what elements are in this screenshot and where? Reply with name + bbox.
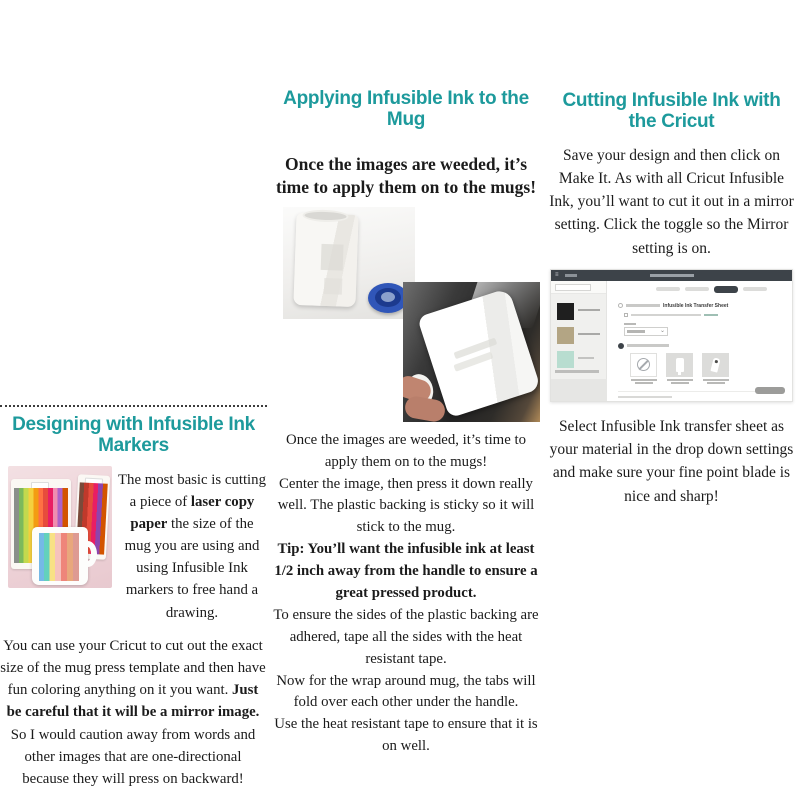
right-body-bottom: Select Infusible Ink transfer sheet as your material in the drop down settings and make sure your fine point blade is nice and sharp! — [549, 417, 794, 505]
left-intro-text — [117, 469, 267, 624]
step-bar — [743, 287, 767, 291]
step-bar — [656, 287, 680, 291]
middle-lede: Once the images are weeded, it’s time to apply them on to the mugs! — [275, 153, 537, 198]
mug-handle — [79, 541, 97, 567]
right-column — [548, 90, 795, 508]
left-body-paragraph — [0, 635, 266, 790]
fine-point-blade-icon — [710, 357, 720, 372]
middle-paragraph: To ensure the sides of the plastic backing are adhered, tape all the sides with the heat resistant tape. — [273, 606, 539, 667]
active-step-pill — [714, 286, 738, 293]
tool-caption — [630, 379, 657, 385]
menu-label-bar — [565, 274, 577, 277]
tool-card-fine-point-blade — [702, 353, 729, 385]
tool-caption — [666, 379, 693, 385]
tape-hole — [381, 292, 395, 302]
mug-rainbow-stripes — [39, 533, 79, 581]
label-bar — [627, 344, 669, 347]
tool-caption — [702, 379, 729, 385]
right-heading: Cutting Infusible Ink with the Cricut — [562, 90, 781, 133]
mat-label-bar — [578, 309, 600, 311]
mat-sidebar — [551, 281, 607, 401]
mat-thumbnail-tan — [557, 327, 574, 344]
tool-cards — [630, 353, 729, 385]
material-dropdown — [624, 327, 668, 336]
right-body-top: Save your design and then click on Make It. As with all Cricut Infusible Ink, you’ll want to cut it out in a mirror setting. Click the toggle so the Mirror setting is on. — [549, 146, 794, 257]
sidebar-footnote-bar — [555, 370, 599, 373]
label-bar — [626, 304, 660, 307]
step-bar — [685, 287, 709, 291]
middle-paragraph: Now for the wrap around mug, the tabs will fold over each other under the handle. — [276, 672, 536, 711]
material-name-text: Infusible Ink Transfer Sheet — [663, 302, 729, 309]
intro-text-post: the size of the mug you are using and using Infusible Ink markers to free hand a drawing. — [124, 515, 260, 621]
markers-mug-photo — [8, 466, 112, 588]
dropdown-value-bar — [627, 330, 645, 333]
continue-button — [755, 387, 785, 394]
middle-paragraph: Once the images are weeded, it’s time to apply them on to the mugs! — [286, 431, 526, 470]
body-text-bold: Just be careful that it will be a mirror image. — [6, 682, 260, 721]
sidebar-header — [551, 281, 606, 294]
mat-thumbnail-mint — [557, 351, 574, 368]
prohibition-icon — [637, 358, 650, 371]
mat-label-bar — [578, 333, 600, 335]
middle-paragraph-tip: Tip: You’ll want the infusible ink at least 1/2 inch away from the handle to ensure a great pressed product. — [274, 541, 538, 602]
app-topbar — [551, 270, 792, 281]
transfer-sheet-patch — [321, 244, 344, 271]
cricut-design-space-screenshot — [550, 269, 793, 402]
step-number-badge — [618, 343, 624, 349]
info-circle-icon — [618, 303, 623, 308]
project-copies-input — [555, 284, 591, 291]
checkbox-icon — [624, 313, 628, 317]
material-field-label-bar — [624, 323, 636, 326]
left-intro-row — [0, 466, 267, 624]
intro-text-pre: The most basic is cutting a piece of — [118, 471, 266, 510]
mug-opening — [302, 209, 348, 223]
step-indicator — [656, 286, 767, 293]
hamburger-menu-icon: ≡ — [555, 271, 559, 278]
wrapped-mug-photo — [283, 207, 415, 319]
hand-finger — [403, 394, 446, 421]
blade-housing-icon — [676, 358, 684, 372]
middle-paragraph: Use the heat resistant tape to ensure that it is on well. — [274, 716, 538, 755]
load-tools-line — [618, 343, 669, 349]
middle-heading: Applying Infusible Ink to the Mug — [283, 88, 529, 131]
tool-card-blade-housing — [666, 353, 693, 385]
checkbox-label-bar — [631, 314, 701, 317]
mat-label-bar — [578, 357, 594, 359]
body-text-pre: You can use your Cricut to cut out the exact size of the mug press template and then have fun coloring anything on it you want. — [0, 637, 266, 699]
transfer-sheet-patch — [324, 278, 343, 295]
remember-material-checkbox-row — [624, 313, 718, 317]
left-column — [0, 405, 267, 790]
project-title-bar — [650, 274, 694, 277]
middle-body — [272, 430, 540, 758]
middle-photos — [272, 205, 540, 424]
chevron-down-icon: ⌄ — [659, 328, 665, 335]
make-it-main-panel — [608, 281, 792, 401]
striped-mug — [32, 527, 88, 585]
middle-paragraph: Center the image, then press it down really well. The plastic backing is sticky so it will stick to the mug. — [277, 475, 535, 536]
fold-dotted-divider — [0, 405, 267, 407]
body-text-post: So I would caution away from words and other images that are one-directional because they will press on backward! — [10, 726, 256, 787]
middle-column — [272, 88, 540, 758]
mug-with-transfer-sheet — [293, 213, 358, 307]
tool-card-no-tool — [630, 353, 657, 385]
intro-text-bold: laser copy paper — [130, 493, 255, 532]
footer-text-bar — [618, 396, 672, 399]
heat-resistant-tape-roll — [368, 283, 408, 313]
left-heading: Designing with Infusible Ink Markers — [12, 414, 255, 457]
hand-holding-mug-photo — [403, 282, 540, 422]
link-bar — [704, 314, 718, 317]
mat-thumbnail-black — [557, 303, 574, 320]
custom-material-line — [618, 303, 728, 309]
sidebar-bottom-panel — [551, 379, 607, 401]
